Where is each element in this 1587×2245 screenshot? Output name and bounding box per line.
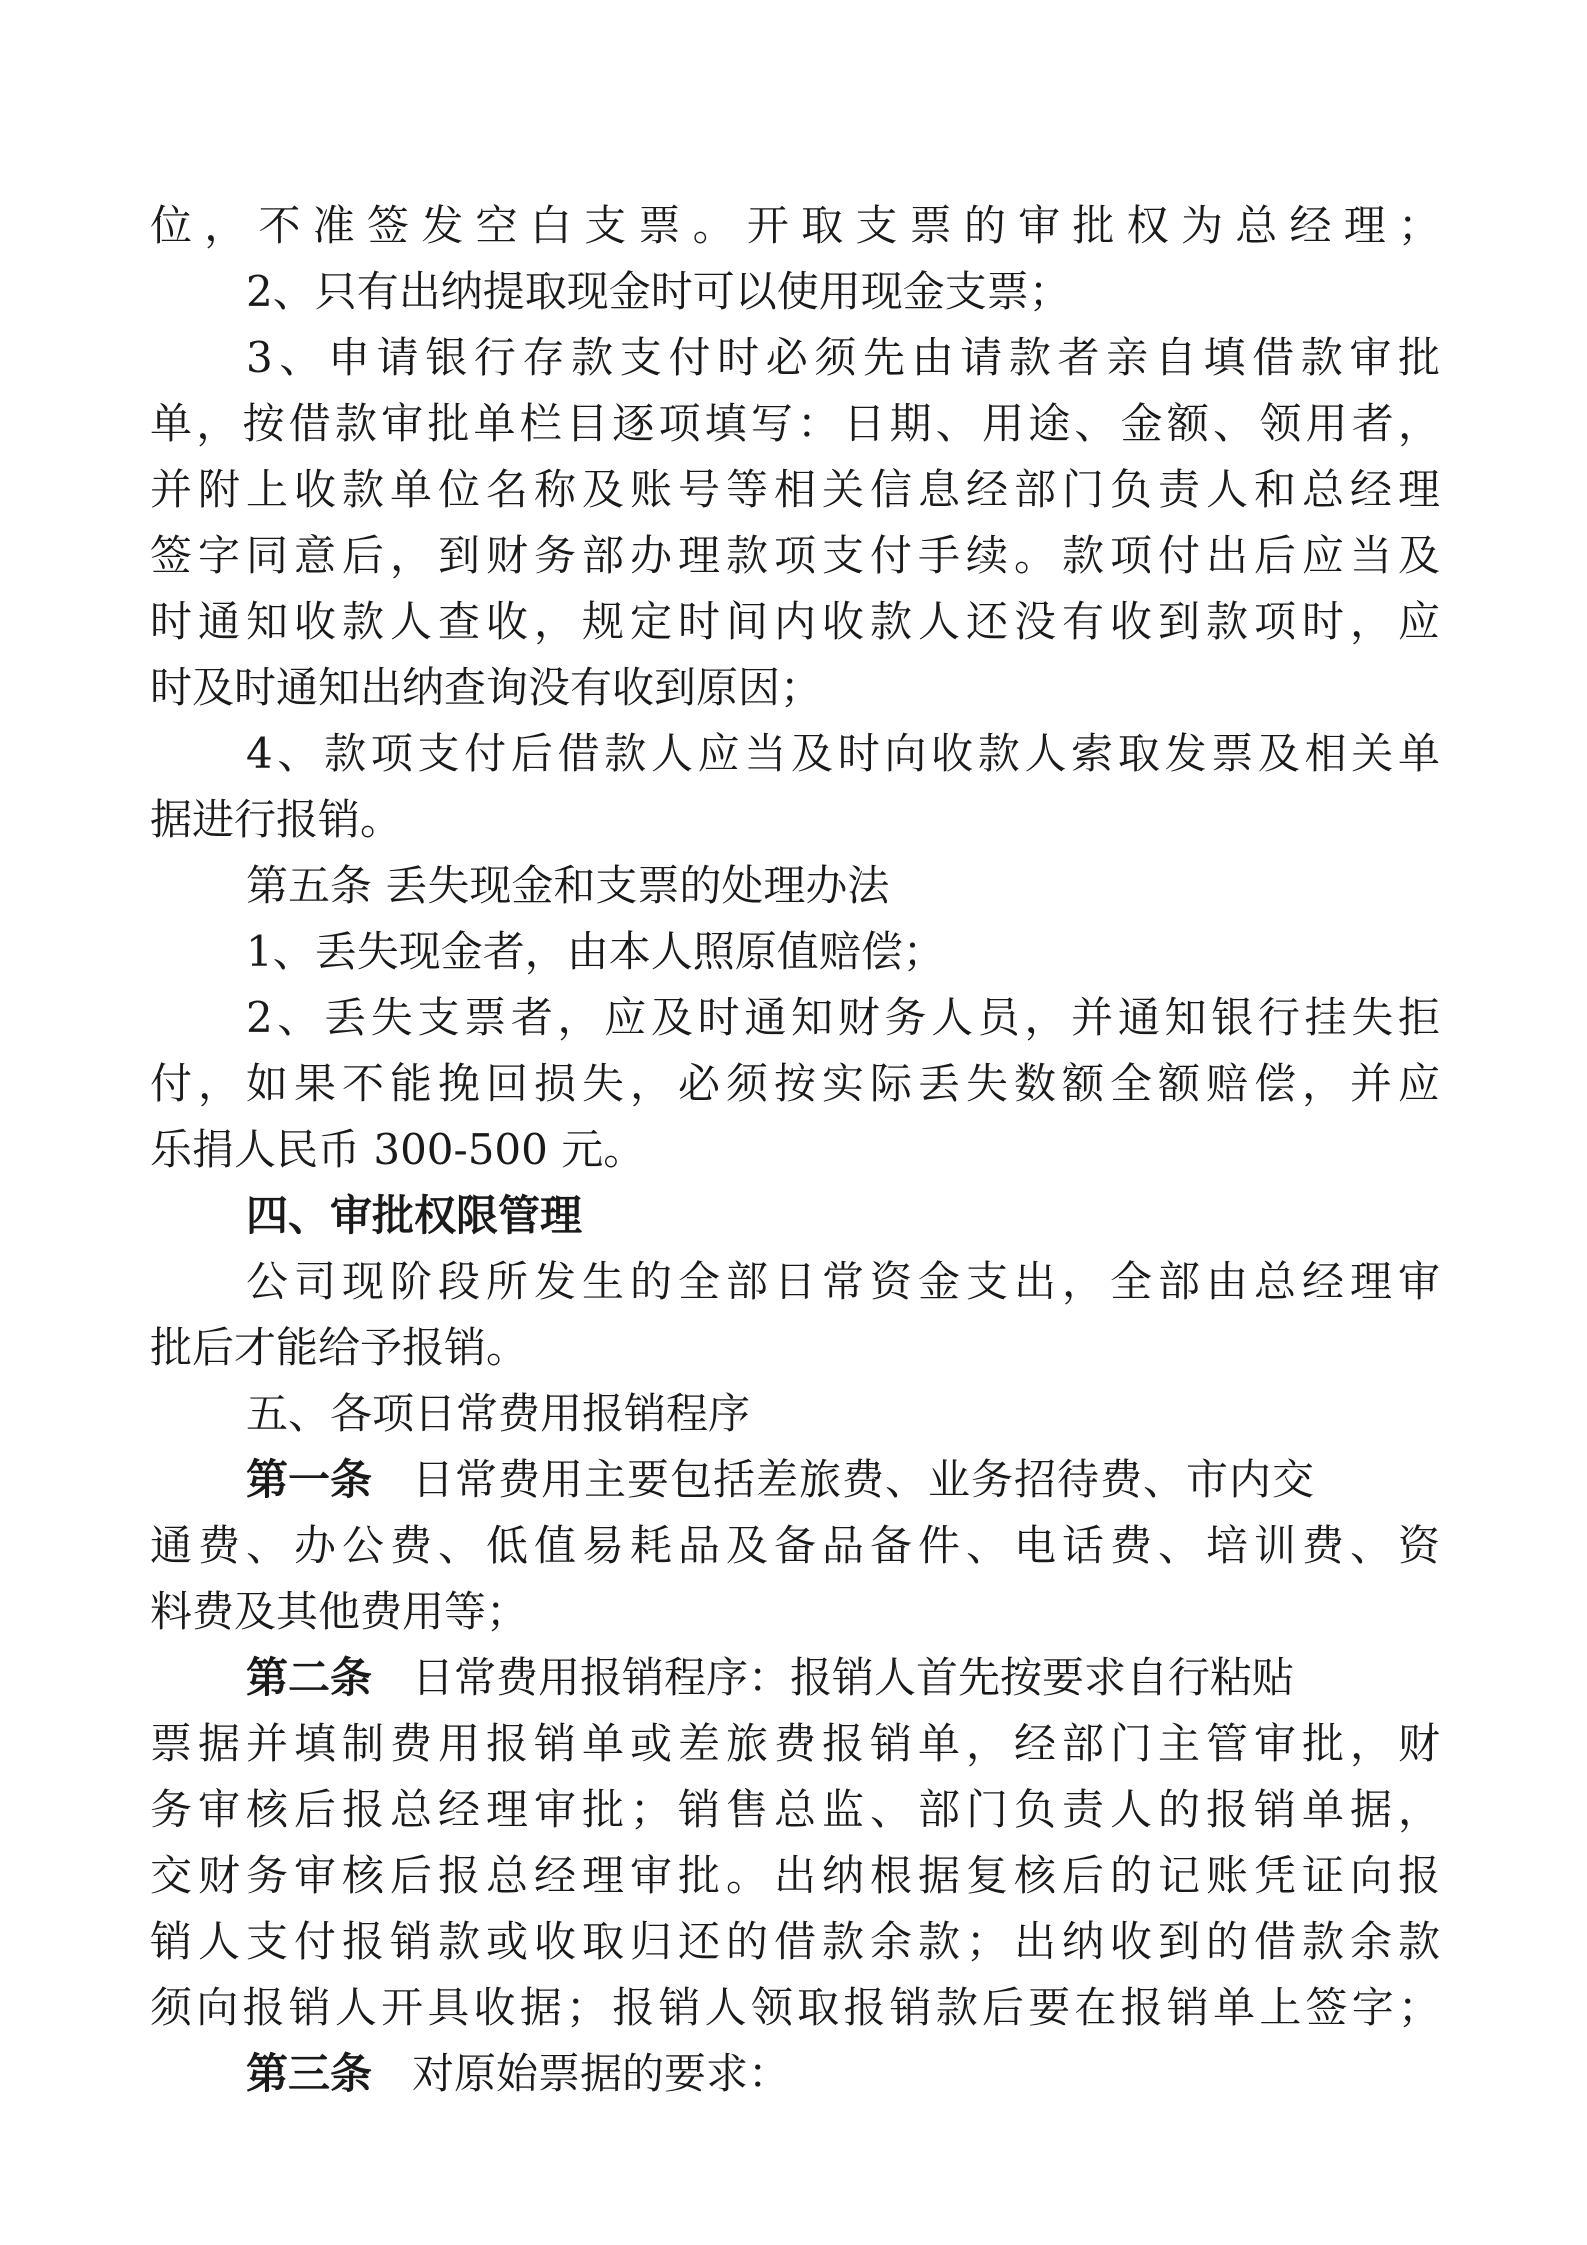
paragraph-line: 交财务审核后报总经理审批。出纳根据复核后的记账凭证向报 [150, 1851, 1440, 1900]
section-heading-line: 第五条 丢失现金和支票的处理办法 [246, 861, 890, 910]
paragraph-line: 乐捐人民币 300-500 元。 [150, 1125, 646, 1174]
paragraph-line: 并附上收款单位名称及账号等相关信息经部门负责人和总经理 [150, 465, 1440, 514]
paragraph-line: 时及时通知出纳查询没有收到原因； [150, 663, 823, 712]
article-label: 第二条 [246, 1653, 373, 1702]
paragraph-line: 单，按借款审批单栏目逐项填写：日期、用途、金额、领用者， [150, 399, 1440, 448]
paragraph-line: 销人支付报销款或收取归还的借款余款；出纳收到的借款余款 [150, 1917, 1440, 1966]
paragraph-line: 2、丢失支票者，应及时通知财务人员，并通知银行挂失拒 [246, 993, 1440, 1042]
article-text: 日常费用报销程序：报销人首先按要求自行粘贴 [412, 1653, 1295, 1702]
paragraph-line: 位，不准签发空白支票。开取支票的审批权为总经理； [150, 201, 1440, 250]
paragraph-line: 3、申请银行存款支付时必须先由请款者亲自填借款审批 [246, 333, 1440, 382]
paragraph-line: 付，如果不能挽回损失，必须按实际丢失数额全额赔偿，并应 [150, 1059, 1440, 1108]
article-line [246, 1650, 1440, 1706]
paragraph-line: 务审核后报总经理审批；销售总监、部门负责人的报销单据， [150, 1785, 1440, 1834]
paragraph-line: 时通知收款人查收，规定时间内收款人还没有收到款项时，应 [150, 597, 1440, 646]
article-text: 日常费用主要包括差旅费、业务招待费、市内交 [412, 1455, 1316, 1504]
paragraph-line: 4、款项支付后借款人应当及时向收款人索取发票及相关单 [246, 729, 1440, 778]
section-heading: 四、审批权限管理 [246, 1191, 583, 1240]
section-heading: 五、各项日常费用报销程序 [246, 1389, 751, 1438]
article-line [246, 2046, 790, 2102]
paragraph-line: 据进行报销。 [150, 795, 403, 844]
paragraph-line: 料费及其他费用等； [150, 1587, 529, 1636]
paragraph-line: 批后才能给予报销。 [150, 1323, 529, 1372]
article-label: 第三条 [246, 2049, 373, 2098]
paragraph-line: 须向报销人开具收据；报销人领取报销款后要在报销单上签字； [150, 1983, 1440, 2032]
article-line [246, 1452, 1440, 1508]
paragraph-line: 签字同意后，到财务部办理款项支付手续。款项付出后应当及 [150, 531, 1440, 580]
paragraph-line: 票据并填制费用报销单或差旅费报销单，经部门主管审批，财 [150, 1719, 1440, 1768]
article-text: 对原始票据的要求： [412, 2049, 791, 2098]
paragraph-line: 通费、办公费、低值易耗品及备品备件、电话费、培训费、资 [150, 1521, 1440, 1570]
article-label: 第一条 [246, 1455, 373, 1504]
paragraph-line: 1、丢失现金者，由本人照原值赔偿； [246, 927, 945, 976]
paragraph-line: 公司现阶段所发生的全部日常资金支出，全部由总经理审 [246, 1257, 1440, 1306]
paragraph-line: 2、只有出纳提取现金时可以使用现金支票； [246, 267, 1071, 316]
